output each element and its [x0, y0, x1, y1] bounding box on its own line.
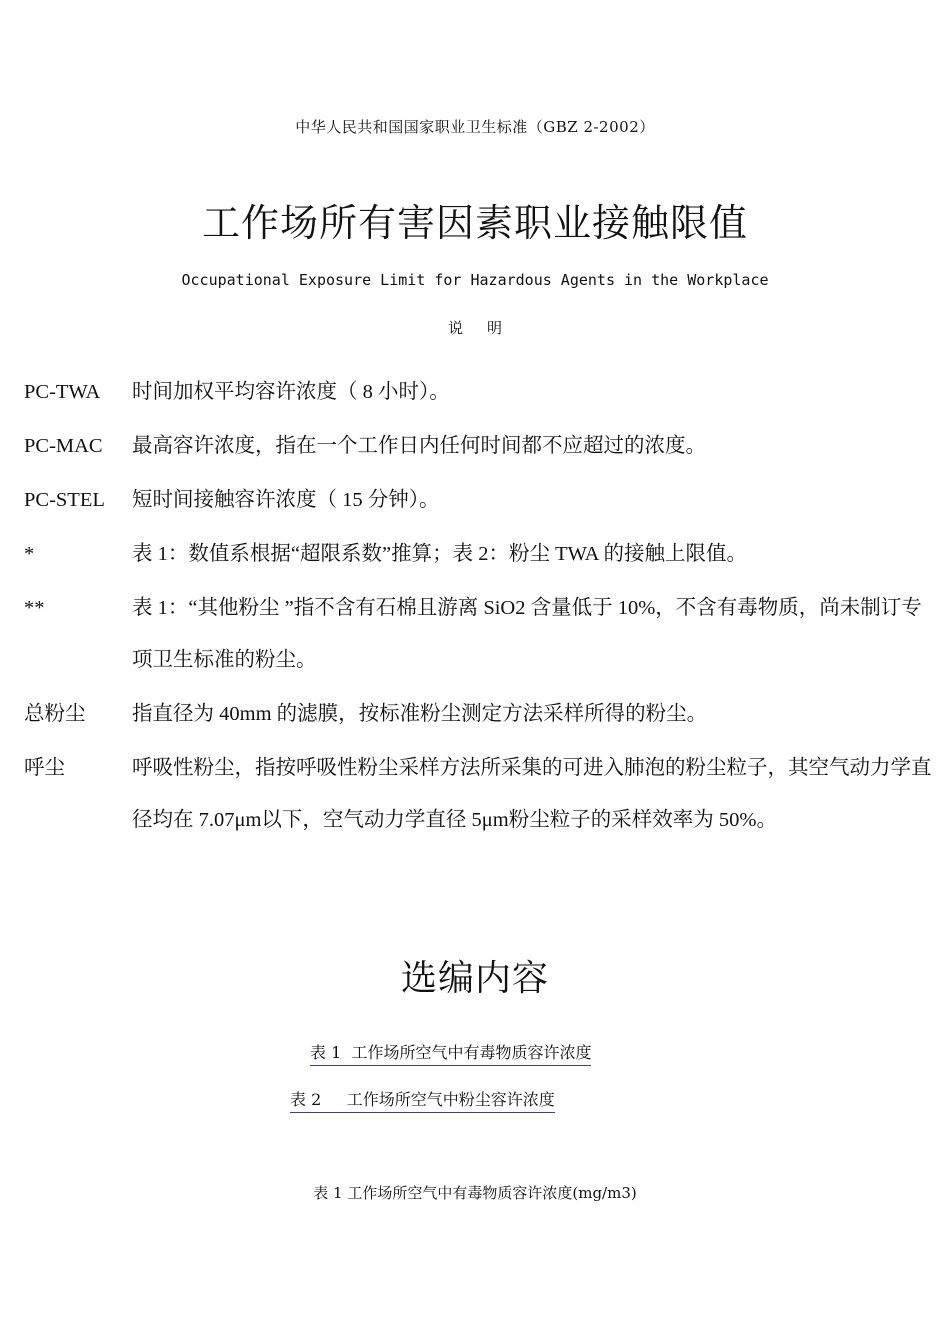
page-title: 工作场所有害因素职业接触限值	[201, 201, 748, 245]
definition-description: 短时间接触容许浓度（ 15 分钟）。	[132, 489, 440, 511]
english-subtitle: Occupational Exposure Limit for Hazardous Agents in the Workplace	[181, 271, 769, 289]
definition-term: PC-STEL	[24, 489, 105, 511]
definition-pc-twa	[24, 366, 934, 418]
definition-double-asterisk	[24, 582, 934, 686]
definition-term: **	[24, 597, 45, 619]
definition-term: PC-MAC	[24, 435, 103, 457]
definition-total-dust	[24, 688, 934, 740]
definition-asterisk	[24, 528, 934, 580]
definition-description: 指直径为 40mm 的滤膜，按标准粉尘测定方法采样所得的粉尘。	[132, 703, 708, 725]
explanation-heading: 说明	[447, 319, 526, 337]
toc-link-table-2[interactable]: 表 2 工作场所空气中粉尘容许浓度	[290, 1087, 555, 1113]
definition-term: 呼尘	[24, 757, 65, 779]
definition-description: 表 1：“其他粉尘 ”指不含有石棉且游离 SiO2 含量低于 10%，不含有毒物质，尚未制订专项卫生标准的粉尘。	[132, 597, 922, 671]
definition-description: 呼吸性粉尘，指按呼吸性粉尘采样方法所采集的可进入肺泡的粉尘粒子，其空气动力学直径均在 7.07μm以下，空气动力学直径 5μm粉尘粒子的采样效率为 50%。	[132, 757, 932, 831]
definition-term: 总粉尘	[24, 703, 86, 725]
definition-description: 最高容许浓度，指在一个工作日内任何时间都不应超过的浓度。	[132, 435, 706, 457]
definitions-list	[24, 366, 934, 848]
definition-respirable-dust	[24, 742, 934, 846]
definition-description: 时间加权平均容许浓度（ 8 小时）。	[132, 381, 450, 403]
definition-term: PC-TWA	[24, 381, 101, 403]
table-caption: 表 1 工作场所空气中有毒物质容许浓度(mg/m3)	[313, 1184, 637, 1202]
standard-header: 中华人民共和国国家职业卫生标准（GBZ 2-2002）	[295, 118, 655, 136]
definition-description: 表 1：数值系根据“超限系数”推算；表 2：粉尘 TWA 的接触上限值。	[132, 543, 747, 565]
section-title: 选编内容	[400, 958, 549, 999]
toc-link-table-1[interactable]: 表 1 工作场所空气中有毒物质容许浓度	[310, 1040, 591, 1066]
definition-term: *	[24, 543, 35, 565]
definition-pc-stel	[24, 474, 934, 526]
definition-pc-mac	[24, 420, 934, 472]
